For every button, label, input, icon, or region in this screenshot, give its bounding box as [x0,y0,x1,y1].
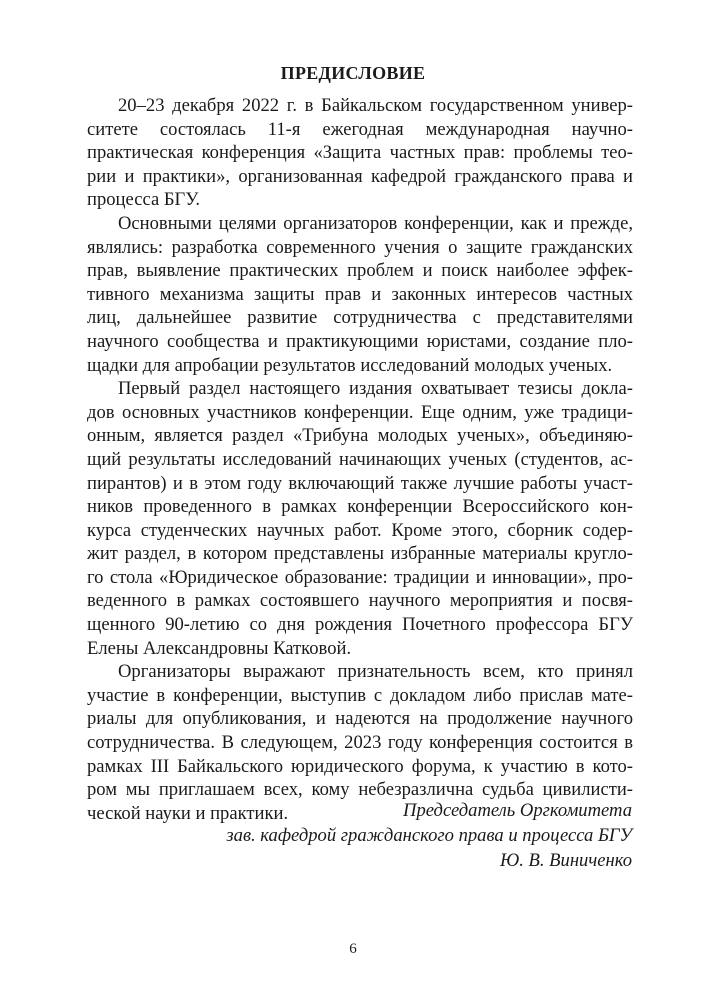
text-line: веденного в рамках состоявшего научного мероприятия и посвя- [87,590,633,612]
text-line: прав, выявление практических проблем и поиск наиболее эффек- [87,260,633,282]
text-line: являлись: разработка современного учения о защите гражданских [87,236,633,258]
text-line: процесса БГУ. [87,189,201,211]
paragraph-2 [87,212,633,377]
text-line: ников проведенного в рамках конференции Всероссийского кон- [87,496,633,518]
page-title: ПРЕДИСЛОВИЕ [280,63,426,83]
signature-block [226,798,632,873]
signature-role: Председатель Оргкомитета [403,800,632,821]
paragraph-1 [87,94,633,212]
text-line: лиц, дальнейшее развитие сотрудничества с представителями [87,307,633,329]
text-line: участие в конференции, выступив с докладом либо прислав матe- [87,684,633,706]
text-line: ром мы приглашаем всех, кому небезразлична судьба цивилисти- [87,779,633,801]
text-line: дов основных участников конференции. Еще одним, уже традици- [87,401,633,423]
text-line: риалы для опубликования, и надеются на продолжение научного [87,708,633,730]
text-line: рии и практики», организованная кафедрой гражданского права и [87,165,633,187]
text-line: научного сообщества и практикующими юристами, создание пло- [87,330,633,352]
signature-name: Ю. В. Виниченко [500,850,632,871]
text-line: курса студенческих научных работ. Кроме этого, сборник содер- [87,519,633,541]
text-line: рамках III Байкальского юридического форума, к участию в кото- [87,755,633,777]
signature-position: зав. кафедрой гражданского права и процесса БГУ [226,825,632,846]
text-line: тивного механизма защиты прав и законных интересов частных [87,283,633,305]
text-line: го стола «Юридическое образование: традиции и инновации», про- [87,566,633,588]
text-line: Елены Александровны Катковой. [87,637,352,659]
text-line: щенного 90-летию со дня рождения Почетного профессора БГУ [87,614,633,636]
paragraph-3 [87,377,633,660]
text-line: ческой науки и практики. [87,802,289,824]
body-text [87,94,633,825]
text-line: жит раздел, в котором представлены избранные материалы кругло- [87,543,633,565]
text-line: Первый раздел настоящего издания охватывает тезисы докла- [118,378,633,400]
text-line: 20–23 декабря 2022 г. в Байкальском государственном универ- [118,95,633,116]
text-line: пирантов) и в этом году включающий также лучшие работы участ- [87,472,633,494]
text-line: Организаторы выражают признательность всем, кто принял [118,661,633,683]
text-line: щий результаты исследований начинающих ученых (студентов, ас- [87,448,633,470]
page-number: 6 [349,941,357,957]
text-line: Основными целями организаторов конференции, как и прежде, [118,212,633,234]
text-line: онным, является раздел «Трибуна молодых ученых», объединяю- [87,425,633,447]
text-line: щадки для апробации результатов исследований молодых ученых. [87,354,613,376]
text-line: практическая конференция «Защита частных прав: проблемы тео- [87,142,633,164]
text-line: сотрудничества. В следующем, 2023 году конференция состоится в [87,732,633,754]
text-line: ситете состоялась 11-я ежегодная международная научно- [87,118,633,140]
